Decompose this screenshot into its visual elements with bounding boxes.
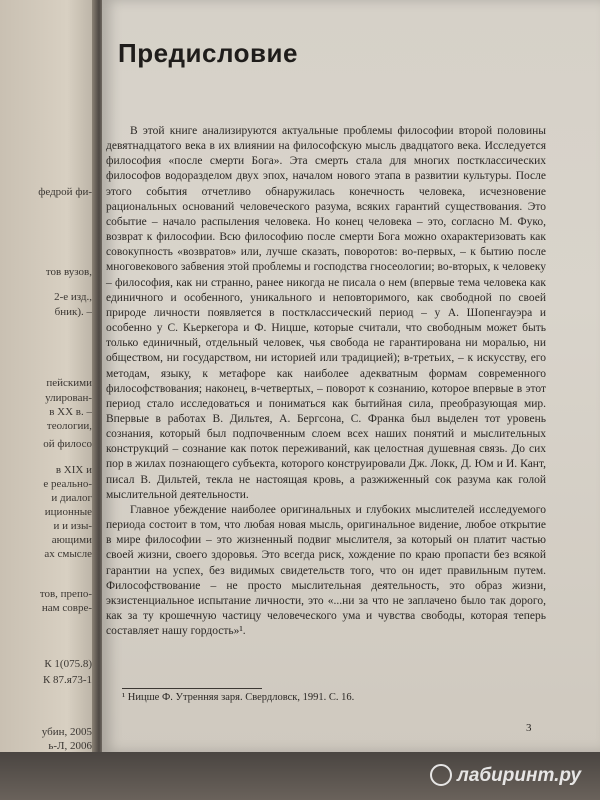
left-page-fragment: и диалог (51, 492, 92, 504)
page-title: Предисловие (118, 38, 298, 68)
footnote: ¹ Ницше Ф. Утренняя заря. Свердловск, 1991. С. 16. (122, 692, 355, 703)
right-page (102, 0, 600, 752)
left-page-fragment: федрой фи- (38, 186, 92, 198)
paragraph: Главное убеждение наиболее оригинальных и глубоких мыслителей исследуемого периода состоит в том, что любая новая мысль, оригинальное видение, любое открытие в мире философии – это жизненный подвиг мыслителя, за который он платит частью своей жизни, своего здоровья. Это всегда риск, хождение по краю пропасти без всякой гарантии на успех, без видимых свидетельств того, что он идет правильным путем. Философствование – не просто мыслительная деятельность, это образ жизни, экзистенциальное испытание личности, это «...ни за что не заплачено было так дорого, как за ту крошечную частицу человеческого ума и чувства свободы, которая теперь составляет нашу гордость»¹. (106, 503, 546, 638)
left-page-fragment: в XIX и (55, 464, 92, 476)
left-page-fragment: бник). – (54, 306, 92, 318)
left-page-fragment: ающими (51, 534, 92, 546)
left-page-fragment: улирован- (45, 392, 92, 404)
left-page-fragment: К 87.я73-1 (42, 674, 92, 686)
left-page-fragment: ах смысле (44, 548, 92, 560)
watermark-text: лабиринт.ру (457, 765, 582, 786)
left-page-fragment: 2-е изд., (54, 291, 92, 303)
left-page-fragment: и и изы- (53, 520, 92, 532)
paragraph: В этой книге анализируются актуальные проблемы философии второй половины девятнадцатого века в их влиянии на философскую мысль двадцатого века. Исследуется философия «после смерти Бога». Эта смерть стала для многих постклассических философов водоразделом двух эпох, началом нового этапа в развитии культуры. После этого события отчетливо обнаружилась конечность человека, исчезновение рациональных оснований человеческого разума, всяких гарантий существования. Это событие – начало распыления человека. Но конец человека – это, согласно М. Фуко, возврат к философии. Всю философию после смерти Бога можно охарактеризовать как совокупность «возвратов» или, лучше сказать, поворотов: во-первых, – к бытию после многовекового забвения этой проблемы и господства гносеологии; во-вторых, к человеку – философия, как ни странно, ранее никогда не писала о нем (впервые тема человека как единичного и особенного, уникального и неповторимого, как свободной по своей природе личности появляется в постклассический период – у А. Шопенгауэра и особенно у С. Кьеркегора и Ф. Ницше, которые считали, что свободным может быть только единичный, отдельный человек, чья свобода не гарантирована ни моралью, ни обществом, ни государством, ни историей или традицией); в-третьих, – к искусству, его методам, языку, к метафоре как наиболее адекватным формам современного философствования; наконец, в-четвертых, – поворот к сознанию, которое впервые в этот период стало исследоваться и пониматься как бытийная сила, преобразующая мир. Впервые в работах В. Дильтея, А. Бергсона, С. Франка был выделен тот уровень сознания, который был подпочвенным слоем всех наших понятий и мыслительных конструкций – сознание как поток переживаний, как целостная душевная связь. До сих пор в жилах познающего субъекта, которого конструировали Дж. Локк, Д. Юм и И. Кант, писал В. Дильтей, текла не настоящая кровь, а разжиженный сок разума как голой мыслительной деятельности. (106, 125, 546, 501)
page-number: 3 (526, 722, 532, 734)
body-text (106, 124, 546, 639)
left-page-fragment: убин, 2005 (41, 726, 92, 738)
left-page-fragment: теологии, (46, 420, 92, 432)
left-page-fragment: нам совре- (41, 602, 92, 614)
watermark (430, 764, 581, 787)
left-page-fragment: пейскими (46, 377, 92, 389)
left-page-fragment: е реально- (43, 478, 92, 490)
left-page-fragment: К 1(075.8) (44, 658, 92, 670)
left-page-fragment: ой филосо (43, 438, 92, 450)
footnote-divider (122, 688, 262, 689)
left-page-fragment: ь-Л, 2006 (48, 740, 92, 752)
left-page-fragment: тов вузов, (45, 266, 92, 278)
left-page-fragment: в XX в. – (49, 406, 92, 418)
left-page-fragment: иционные (44, 506, 92, 518)
labirint-logo-icon (430, 764, 452, 786)
left-page-fragment: тов, препо- (39, 588, 92, 600)
left-page (0, 0, 96, 800)
